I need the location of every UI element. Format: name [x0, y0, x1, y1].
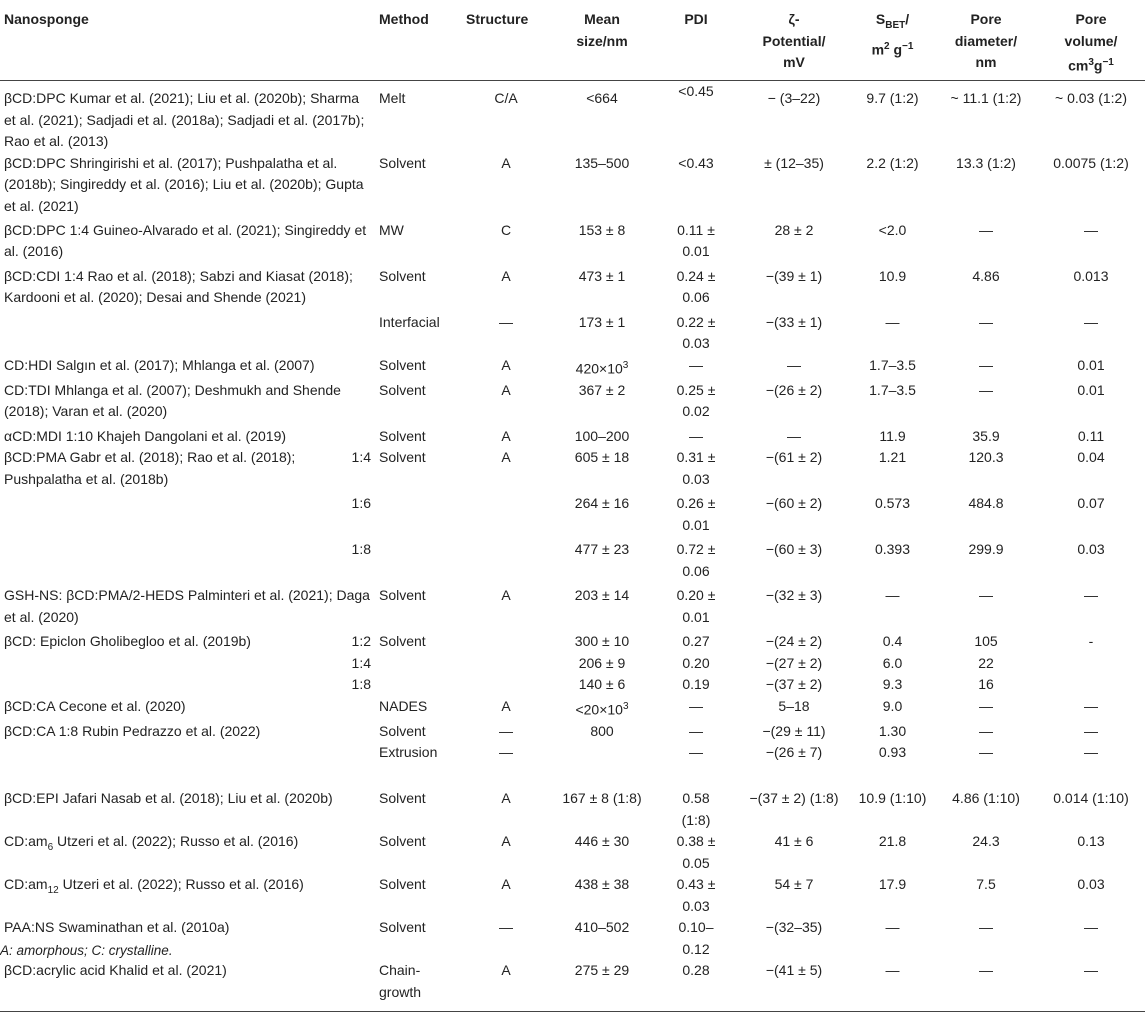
- cell-pore-volume: —: [1084, 313, 1098, 330]
- cell-pdi: 0.43 ± 0.03: [676, 876, 716, 914]
- cell-zeta: 54 ± 7: [774, 876, 814, 893]
- cell-zeta: −(26 ± 7): [765, 744, 823, 761]
- cell-zeta: −(60 ± 3): [765, 541, 823, 558]
- cell-pore-diameter: —: [979, 919, 993, 936]
- cell-sbet: 0.4: [882, 633, 903, 650]
- name-subscript: 6: [47, 842, 54, 854]
- cell-mean-size: 605 ± 18: [574, 449, 630, 466]
- cell-zeta: −(37 ± 2): [765, 676, 823, 693]
- cell-zeta: 41 ± 6: [774, 833, 814, 850]
- header-pore-volume: Pore volume/ $cm^3g^{-1}$: [1037, 0, 1145, 81]
- cell-sbet: 10.9: [878, 267, 907, 284]
- cell-structure: A: [501, 449, 511, 466]
- cell-zeta: −(33 ± 1): [765, 313, 823, 330]
- cell-method: Solvent: [379, 833, 426, 850]
- cell-pore-diameter: —: [979, 962, 993, 979]
- nanosponge-name: βCD: Epiclon Gholibegloo et al. (2019b): [4, 633, 251, 650]
- cell-nanosponge: βCD:DPC Shringirishi et al. (2017); Pushpalatha et al. (2018b); Singireddy et al. (2016); Liu et al. (2020b); Gupta et al. (2021): [4, 154, 364, 214]
- cell-method: Solvent: [379, 356, 426, 373]
- cell-nanosponge: CD:TDI Mhlanga et al. (2007); Deshmukh and Shende (2018); Varan et al. (2020): [4, 381, 341, 420]
- cell-pore-volume: 0.01: [1077, 381, 1105, 398]
- cell-zeta: −(41 ± 5): [765, 962, 823, 979]
- cell-pdi: —: [689, 427, 703, 444]
- cell-nanosponge: GSH-NS: βCD:PMA/2-HEDS Palminteri et al. (2021); Daga et al. (2020): [4, 587, 370, 625]
- cell-pore-volume: 0.07: [1077, 495, 1105, 512]
- ratio-label: 1:4: [351, 654, 371, 671]
- cell-pdi: 0.22 ± 0.03: [676, 313, 716, 352]
- cell-mean-size: 438 ± 38: [574, 876, 630, 893]
- cell-sbet: 9.7 (1:2): [866, 90, 919, 107]
- ratio-label: 1:6: [351, 495, 371, 512]
- cell-mean-size: [550, 696, 654, 721]
- cell-pore-diameter: —: [979, 744, 993, 761]
- cell-structure: —: [499, 722, 513, 739]
- cell-zeta: −(32–35): [765, 919, 823, 936]
- cell-structure: [462, 539, 550, 585]
- cell-pore-diameter: 35.9: [972, 427, 1000, 444]
- cell-mean-size: 367 ± 2: [578, 381, 626, 398]
- cell-pore-volume: 0.013: [1073, 267, 1109, 284]
- header-pore-diameter: Pore diameter/ nm: [935, 0, 1037, 81]
- cell-pdi: 0.19: [682, 676, 710, 693]
- cell-nanosponge: [0, 539, 375, 585]
- table-row: [0, 631, 1145, 653]
- nanosponge-refs: Utzeri et al. (2022); Russo et al. (2016): [58, 876, 304, 893]
- cell-structure: [462, 631, 550, 653]
- cell-structure: A: [501, 876, 511, 893]
- cell-method: MW: [379, 221, 404, 238]
- cell-sbet: 10.9 (1:10): [858, 790, 927, 807]
- cell-mean-size: 410–502: [574, 919, 630, 936]
- cell-pore-volume: 0.11: [1077, 427, 1105, 444]
- cell-mean-size: 800: [590, 722, 614, 739]
- cell-pdi: 0.26 ± 0.01: [676, 495, 716, 533]
- cell-sbet: 0.93: [878, 744, 907, 761]
- cell-mean-size: [550, 742, 654, 788]
- cell-structure: [462, 653, 550, 675]
- cell-pdi: 0.72 ± 0.06: [676, 541, 716, 579]
- cell-mean-size: 135–500: [574, 154, 630, 171]
- table-row: [0, 674, 1145, 696]
- cell-pore-volume: [1037, 653, 1145, 675]
- cell-nanosponge: [0, 742, 375, 788]
- table-footnote: A: amorphous; C: crystalline.: [0, 943, 173, 958]
- table-row: [0, 696, 1145, 721]
- table-row: [0, 653, 1145, 675]
- cell-method: Melt: [379, 90, 406, 107]
- cell-pdi: 0.27: [682, 633, 710, 650]
- cell-method: Solvent: [379, 919, 426, 936]
- cell-structure: A: [501, 267, 511, 284]
- cell-mean-size: 300 ± 10: [574, 633, 630, 650]
- cell-mean-size: 167 ± 8 (1:8): [562, 790, 642, 807]
- ratio-label: 1:2: [351, 633, 371, 650]
- cell-pore-diameter: 22: [978, 654, 994, 671]
- cell-mean-size: 203 ± 14: [574, 587, 630, 604]
- cell-zeta: ± (12–35): [764, 154, 824, 171]
- cell-sbet: 1.30: [878, 722, 907, 739]
- cell-nanosponge: [0, 653, 375, 675]
- table-row: [0, 355, 1145, 380]
- cell-nanosponge: [0, 831, 375, 874]
- cell-structure: A: [501, 356, 511, 373]
- cell-method: [375, 493, 462, 539]
- ratio-label: 1:4: [351, 449, 371, 466]
- cell-nanosponge: [0, 874, 375, 917]
- cell-sbet: 0.393: [874, 541, 911, 558]
- cell-pdi: —: [689, 722, 703, 739]
- cell-structure: A: [501, 697, 511, 714]
- cell-pore-diameter: —: [979, 381, 993, 398]
- cell-structure: —: [499, 744, 513, 761]
- nanosponge-name: CD:am: [4, 833, 48, 850]
- cell-mean-size: 264 ± 16: [574, 495, 630, 512]
- cell-pdi: 0.28: [682, 962, 710, 979]
- table-row: [0, 493, 1145, 539]
- header-sbet: $S_{BET}/$ $m^2$ $g^{-1}$: [850, 0, 935, 81]
- cell-pdi: 0.10–0.12: [678, 919, 714, 957]
- cell-nanosponge: CD:HDI Salgın et al. (2017); Mhlanga et al. (2007): [4, 356, 315, 373]
- cell-method: Solvent: [379, 427, 426, 444]
- nanosponge-refs: Utzeri et al. (2022); Russo et al. (2016): [53, 833, 299, 850]
- header-row: [0, 0, 1145, 81]
- cell-mean-size: 275 ± 29: [574, 962, 630, 979]
- cell-pore-diameter: 24.3: [972, 833, 1000, 850]
- cell-pore-volume: —: [1084, 744, 1098, 761]
- table-row: [0, 788, 1145, 831]
- cell-sbet: 9.3: [882, 676, 903, 693]
- ratio-label: 1:8: [351, 676, 371, 693]
- cell-pore-diameter: —: [979, 356, 993, 373]
- table-row: [0, 153, 1145, 220]
- cell-pore-volume: —: [1084, 587, 1098, 604]
- cell-pore-volume: 0.04: [1077, 449, 1105, 466]
- cell-method: Solvent: [379, 790, 426, 807]
- cell-pore-diameter: 299.9: [968, 541, 1004, 558]
- header-nanosponge: Nanosponge: [0, 0, 375, 81]
- cell-sbet: —: [885, 587, 900, 604]
- cell-sbet: 6.0: [882, 654, 903, 671]
- cell-pore-diameter: —: [979, 313, 993, 330]
- table-row: [0, 380, 1145, 426]
- cell-pore-volume: 0.03: [1077, 541, 1105, 558]
- cell-sbet: —: [885, 919, 900, 936]
- cell-mean-size: 473 ± 1: [578, 267, 626, 284]
- cell-pdi: 0.31 ± 0.03: [676, 449, 716, 487]
- header-pdi: PDI: [654, 0, 738, 81]
- cell-sbet: 2.2 (1:2): [866, 154, 919, 171]
- cell-nanosponge: PAA:NS Swaminathan et al. (2010a): [4, 919, 230, 936]
- header-structure: Structure: [462, 0, 550, 81]
- cell-pore-diameter: —: [979, 697, 993, 714]
- cell-zeta: —: [787, 427, 801, 444]
- cell-pore-diameter: 484.8: [968, 495, 1004, 512]
- cell-structure: [462, 674, 550, 696]
- name-subscript: 12: [47, 885, 59, 897]
- cell-pore-volume: —: [1084, 962, 1098, 979]
- header-method: Method: [375, 0, 462, 81]
- header-zeta: ζ- Potential/ mV: [738, 0, 850, 81]
- table-row: [0, 874, 1145, 917]
- cell-method: [375, 539, 462, 585]
- table-row: [0, 831, 1145, 874]
- cell-zeta: −(26 ± 2): [765, 381, 823, 398]
- nanosponge-name: βCD:PMA Gabr et al. (2018); Rao et al. (2018); Pushpalatha et al. (2018b): [4, 449, 296, 487]
- cell-pdi: 0.38 ± 0.05: [676, 833, 716, 871]
- cell-mean-size: 140 ± 6: [578, 676, 626, 693]
- cell-structure: —: [499, 313, 513, 330]
- cell-pore-volume: -: [1088, 633, 1094, 650]
- cell-nanosponge: [0, 674, 375, 696]
- cell-mean-size: 477 ± 23: [574, 541, 630, 558]
- size-exponent: 3: [622, 359, 629, 371]
- cell-zeta: −(39 ± 1): [765, 267, 823, 284]
- cell-mean-size: 173 ± 1: [578, 313, 626, 330]
- table-row: [0, 742, 1145, 788]
- cell-zeta: −(27 ± 2): [765, 654, 823, 671]
- table-row: [0, 312, 1145, 355]
- cell-mean-size: 206 ± 9: [578, 654, 626, 671]
- cell-pore-diameter: 16: [978, 676, 994, 693]
- cell-pore-volume: 0.03: [1077, 876, 1105, 893]
- cell-sbet: 9.0: [882, 697, 903, 714]
- cell-pore-volume: ~ 0.03 (1:2): [1055, 90, 1127, 107]
- cell-sbet: 1.7–3.5: [869, 381, 916, 398]
- size-value: 420×10: [575, 360, 623, 377]
- cell-sbet: 11.9: [879, 427, 906, 444]
- cell-sbet: —: [885, 962, 900, 979]
- cell-zeta: − (3–22): [767, 90, 821, 107]
- table-row: [0, 585, 1145, 631]
- cell-sbet: 0.573: [874, 495, 911, 512]
- table-row: [0, 539, 1145, 585]
- cell-method: Solvent: [379, 381, 426, 398]
- cell-sbet: 1.7–3.5: [869, 356, 916, 373]
- cell-mean-size: [550, 355, 654, 380]
- cell-structure: A: [501, 962, 511, 979]
- cell-method: Extrusion: [379, 744, 438, 761]
- cell-method: Solvent: [379, 633, 426, 650]
- cell-structure: A: [501, 790, 511, 807]
- cell-pore-diameter: —: [979, 221, 993, 238]
- cell-pdi: <0.45: [678, 83, 714, 100]
- cell-nanosponge: [0, 493, 375, 539]
- cell-method: Solvent: [379, 267, 426, 284]
- cell-zeta: −(60 ± 2): [765, 495, 823, 512]
- cell-pdi: 0.58 (1:8): [681, 790, 711, 828]
- header-mean-size: Mean size/nm: [550, 0, 654, 81]
- cell-mean-size: 100–200: [574, 427, 630, 444]
- cell-sbet: —: [885, 313, 900, 330]
- table-row: [0, 266, 1145, 312]
- cell-structure: A: [501, 154, 511, 171]
- cell-pore-volume: —: [1084, 919, 1098, 936]
- cell-zeta: −(24 ± 2): [765, 633, 823, 650]
- cell-pore-volume: 0.014 (1:10): [1053, 790, 1129, 807]
- cell-zeta: —: [787, 356, 801, 373]
- cell-zeta: 28 ± 2: [774, 221, 814, 238]
- cell-pore-diameter: 13.3 (1:2): [956, 154, 1016, 171]
- cell-pdi: —: [689, 697, 703, 714]
- cell-structure: A: [501, 833, 511, 850]
- cell-pore-volume: 0.01: [1077, 356, 1105, 373]
- cell-method: Solvent: [379, 876, 426, 893]
- table-row: [0, 447, 1145, 493]
- cell-pore-diameter: 105: [974, 633, 998, 650]
- table-body: [0, 81, 1145, 1012]
- ratio-label: 1:8: [351, 541, 371, 558]
- cell-pore-diameter: 7.5: [976, 876, 996, 893]
- cell-method: Chain-growth: [379, 962, 422, 1000]
- table-row: [0, 220, 1145, 266]
- cell-pore-diameter: ~ 11.1 (1:2): [950, 90, 1022, 107]
- cell-zeta: −(37 ± 2) (1:8): [749, 790, 839, 807]
- cell-method: NADES: [379, 697, 428, 714]
- cell-pore-diameter: —: [979, 722, 993, 739]
- cell-pore-volume: 0.13: [1077, 833, 1105, 850]
- cell-zeta: −(61 ± 2): [765, 449, 823, 466]
- cell-structure: A: [501, 587, 511, 604]
- cell-pore-volume: 0.0075 (1:2): [1053, 154, 1129, 171]
- cell-pore-volume: —: [1084, 697, 1098, 714]
- cell-pdi: 0.25 ± 0.02: [676, 381, 716, 420]
- cell-nanosponge: βCD:EPI Jafari Nasab et al. (2018); Liu et al. (2020b): [4, 790, 333, 807]
- cell-zeta: −(29 ± 11): [762, 722, 826, 739]
- table-row: [0, 426, 1145, 448]
- cell-pdi: <0.43: [678, 154, 714, 171]
- cell-nanosponge: βCD:acrylic acid Khalid et al. (2021): [4, 962, 227, 979]
- table-row: [0, 960, 1145, 1012]
- cell-sbet: 1.21: [878, 449, 907, 466]
- cell-pore-diameter: —: [979, 587, 993, 604]
- size-value: <20×10: [575, 701, 623, 718]
- cell-sbet: 17.9: [878, 876, 907, 893]
- cell-structure: —: [499, 919, 513, 936]
- cell-structure: C/A: [494, 90, 518, 107]
- cell-zeta: 5–18: [778, 697, 810, 714]
- cell-pore-volume: —: [1084, 722, 1098, 739]
- cell-nanosponge: [0, 312, 375, 355]
- cell-nanosponge: βCD:CA 1:8 Rubin Pedrazzo et al. (2022): [4, 722, 261, 739]
- cell-pdi: —: [689, 744, 703, 761]
- cell-nanosponge: βCD:CDI 1:4 Rao et al. (2018); Sabzi and Kiasat (2018); Kardooni et al. (2020); Desai and Shende (2021): [4, 267, 353, 306]
- cell-method: Solvent: [379, 587, 426, 604]
- cell-pdi: 0.20: [682, 654, 710, 671]
- cell-structure: A: [501, 381, 511, 398]
- cell-nanosponge: βCD:DPC 1:4 Guineo-Alvarado et al. (2021); Singireddy et al. (2016): [4, 221, 367, 260]
- cell-pore-diameter: 120.3: [968, 449, 1004, 466]
- cell-method: Solvent: [379, 722, 426, 739]
- cell-pdi: 0.24 ± 0.06: [676, 267, 716, 306]
- cell-pdi: —: [689, 356, 703, 373]
- table-row: [0, 81, 1145, 153]
- cell-pore-diameter: 4.86 (1:10): [952, 790, 1020, 807]
- cell-nanosponge: βCD:CA Cecone et al. (2020): [4, 697, 186, 714]
- cell-structure: A: [501, 427, 511, 444]
- cell-structure: C: [500, 221, 512, 238]
- cell-method: Solvent: [379, 154, 426, 171]
- cell-nanosponge: βCD:DPC Kumar et al. (2021); Liu et al. (2020b); Sharma et al. (2021); Sadjadi et al. (2018a); Sadjadi et al. (2017b); Rao et al. (2013): [4, 90, 365, 150]
- cell-nanosponge: [0, 447, 375, 493]
- cell-pore-diameter: 4.86: [972, 267, 1000, 284]
- cell-sbet: 21.8: [878, 833, 907, 850]
- nanosponge-name: CD:am: [4, 876, 48, 893]
- cell-mean-size: 153 ± 8: [578, 221, 626, 238]
- cell-pdi: 0.11 ± 0.01: [677, 221, 715, 260]
- cell-structure: [462, 493, 550, 539]
- cell-method: [375, 674, 462, 696]
- cell-mean-size: <664: [586, 90, 618, 107]
- cell-pore-volume: —: [1084, 221, 1098, 238]
- size-exponent: 3: [622, 700, 629, 712]
- cell-pdi: 0.20 ± 0.01: [676, 587, 716, 625]
- cell-method: Solvent: [379, 449, 426, 466]
- cell-pore-volume: [1037, 674, 1145, 696]
- cell-method: [375, 653, 462, 675]
- cell-method: Interfacial: [379, 313, 440, 330]
- cell-zeta: −(32 ± 3): [765, 587, 823, 604]
- table-row: [0, 721, 1145, 743]
- cell-nanosponge: [0, 631, 375, 653]
- cell-nanosponge: αCD:MDI 1:10 Khajeh Dangolani et al. (2019): [4, 427, 287, 444]
- cell-sbet: <2.0: [878, 221, 907, 238]
- cell-mean-size: 446 ± 30: [574, 833, 630, 850]
